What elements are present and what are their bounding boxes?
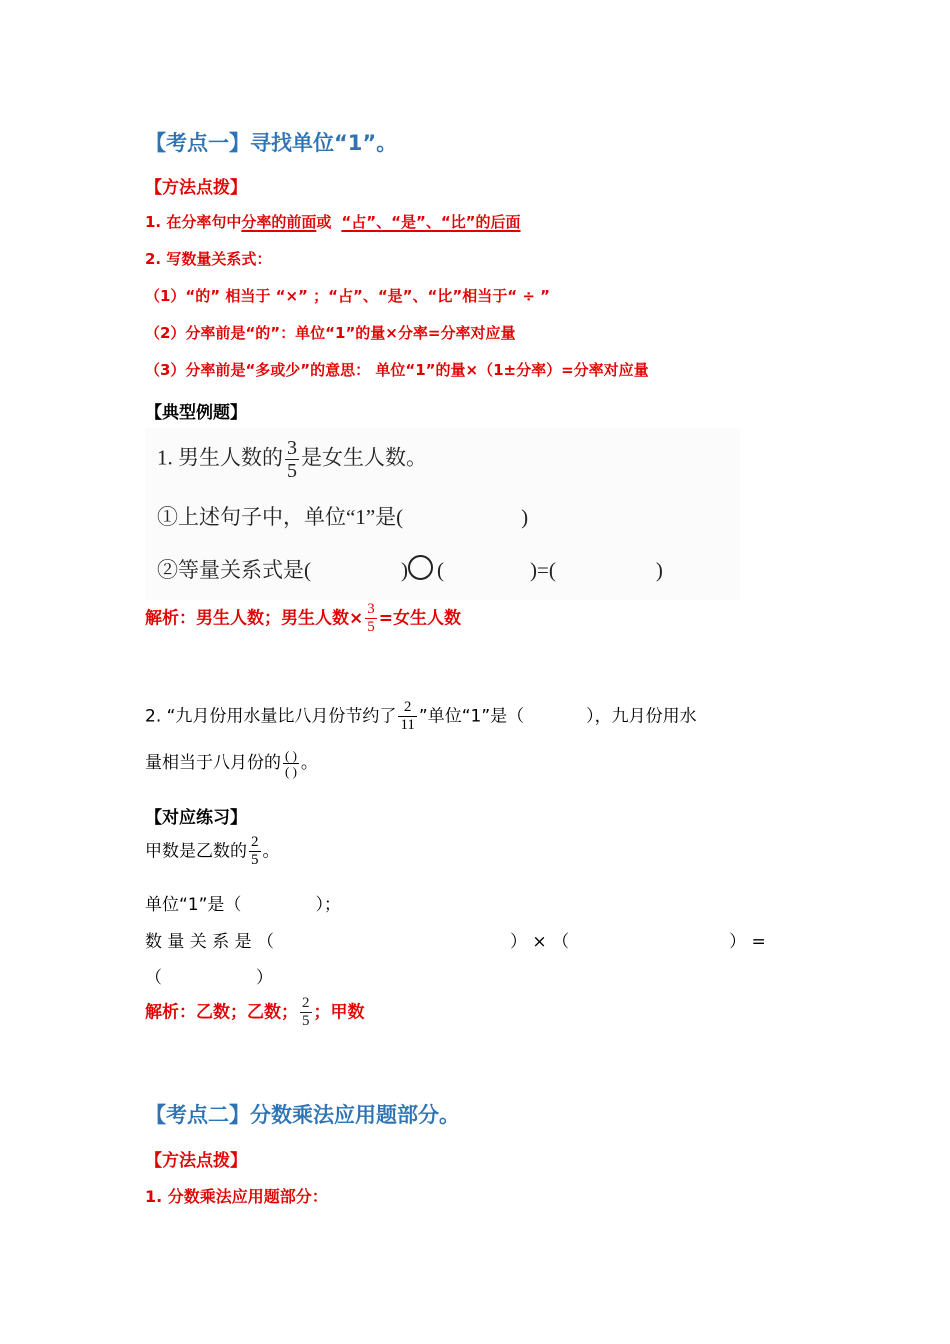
rule-1: （1）“的” 相当于 “×” ；“占”、“是”、“比”相当于“ ÷ ” <box>145 287 550 305</box>
example-image <box>145 428 740 600</box>
fraction-numerator: 3 <box>367 601 375 617</box>
example-heading: 【典型例题】 <box>145 403 247 423</box>
practice-unit-close: ）； <box>315 895 341 915</box>
fraction-numerator: 2 <box>251 834 259 850</box>
question-2-line-2-suffix: 。 <box>300 753 318 773</box>
fraction-denominator: 5 <box>287 460 297 482</box>
answer-1 <box>145 602 461 635</box>
question-2-mid: ”单位“1”是（ <box>418 706 525 727</box>
practice-unit-text: 单位“1”是（ <box>145 895 242 915</box>
circle-operator-blank <box>408 555 433 580</box>
question-2-line-1 <box>145 700 697 733</box>
practice-question-suffix: 。 <box>262 841 280 862</box>
practice-relation-p2: ） = <box>729 932 766 952</box>
method-item-1-prefix: 1. 在分率句中 <box>145 213 242 231</box>
question-2-blank-fraction <box>283 749 299 778</box>
answer-1-fraction <box>365 602 377 635</box>
practice-relation-line-2 <box>145 963 273 988</box>
example-q1 <box>157 438 427 481</box>
practice-question <box>145 835 280 868</box>
answer-2-prefix: 解析：乙数；乙数； <box>145 1002 298 1023</box>
example-q1-b <box>157 554 663 584</box>
fraction-numerator-blank: ( ) <box>285 747 297 763</box>
practice-question-prefix: 甲数是乙数的 <box>145 841 247 862</box>
practice-question-fraction <box>249 835 261 868</box>
practice-relation-p1: ） × （ <box>510 932 570 952</box>
answer-2-suffix: ；甲数 <box>313 1002 365 1023</box>
example-q1-fraction <box>285 438 299 481</box>
question-2-line-2-prefix: 量相当于八月份的 <box>145 753 281 773</box>
example-q1-b-p1: ) <box>401 558 408 582</box>
method-item-2: 2. 写数量关系式： <box>145 250 272 268</box>
practice-unit <box>145 890 341 915</box>
fraction-denominator: 5 <box>367 619 375 635</box>
example-q1-prefix: 1. 男生人数的 <box>157 445 283 470</box>
answer-1-prefix: 解析：男生人数；男生人数× <box>145 608 364 629</box>
example-q1-b-p2: ( <box>437 558 444 582</box>
fraction-numerator: 3 <box>287 437 297 459</box>
method-heading: 【方法点拨】 <box>145 178 247 198</box>
fraction-numerator: 2 <box>302 995 310 1011</box>
question-2-mid-close: ），九月份用水 <box>586 706 697 727</box>
question-2-fraction <box>398 700 416 733</box>
answer-2 <box>145 996 365 1029</box>
practice-relation-line-2-close: ） <box>256 968 273 988</box>
question-2-prefix: 2. “九月份用水量比八月份节约了 <box>145 706 397 727</box>
practice-relation <box>145 927 766 952</box>
answer-2-fraction <box>300 996 312 1029</box>
example-q1-a-close: ) <box>521 505 529 529</box>
section-2-title: 【考点二】分数乘法应用题部分。 <box>145 1103 460 1127</box>
fraction-denominator: 5 <box>251 852 259 868</box>
example-q1-b-p3: )=( <box>530 558 556 582</box>
practice-heading: 【对应练习】 <box>145 808 247 828</box>
method-item-1-keywords: “占”、“是”、“比”的后面 <box>341 213 521 231</box>
example-q1-b-p4: ) <box>655 558 663 582</box>
fraction-denominator-blank: ( ) <box>285 763 297 779</box>
question-2-line-2 <box>145 748 318 778</box>
method-item-1-or: 或 <box>316 213 332 231</box>
section-2-method-heading: 【方法点拨】 <box>145 1151 247 1171</box>
example-q1-b-text: ②等量关系式是( <box>157 558 311 582</box>
example-q1-a <box>157 501 528 531</box>
fraction-denominator: 11 <box>400 717 415 733</box>
fraction-denominator: 5 <box>302 1013 310 1029</box>
section-2-item-1: 1. 分数乘法应用题部分： <box>145 1187 328 1206</box>
rule-3: （3）分率前是“多或少”的意思： 单位“1”的量×（1±分率）=分率对应量 <box>145 361 649 379</box>
practice-relation-label: 数 量 关 系 是 （ <box>145 932 275 952</box>
section-1-title: 【考点一】寻找单位“1”。 <box>145 131 398 155</box>
rule-2: （2）分率前是“的”：单位“1”的量×分率=分率对应量 <box>145 324 516 342</box>
example-q1-a-text: ①上述句子中，单位“1”是( <box>157 505 404 529</box>
fraction-numerator: 2 <box>403 699 412 715</box>
method-item-1 <box>145 211 521 232</box>
method-item-1-underlined: 分率的前面 <box>241 213 317 231</box>
answer-1-suffix: =女生人数 <box>378 608 461 629</box>
practice-relation-line-2-open: （ <box>145 968 162 988</box>
example-q1-suffix: 是女生人数。 <box>301 445 427 470</box>
